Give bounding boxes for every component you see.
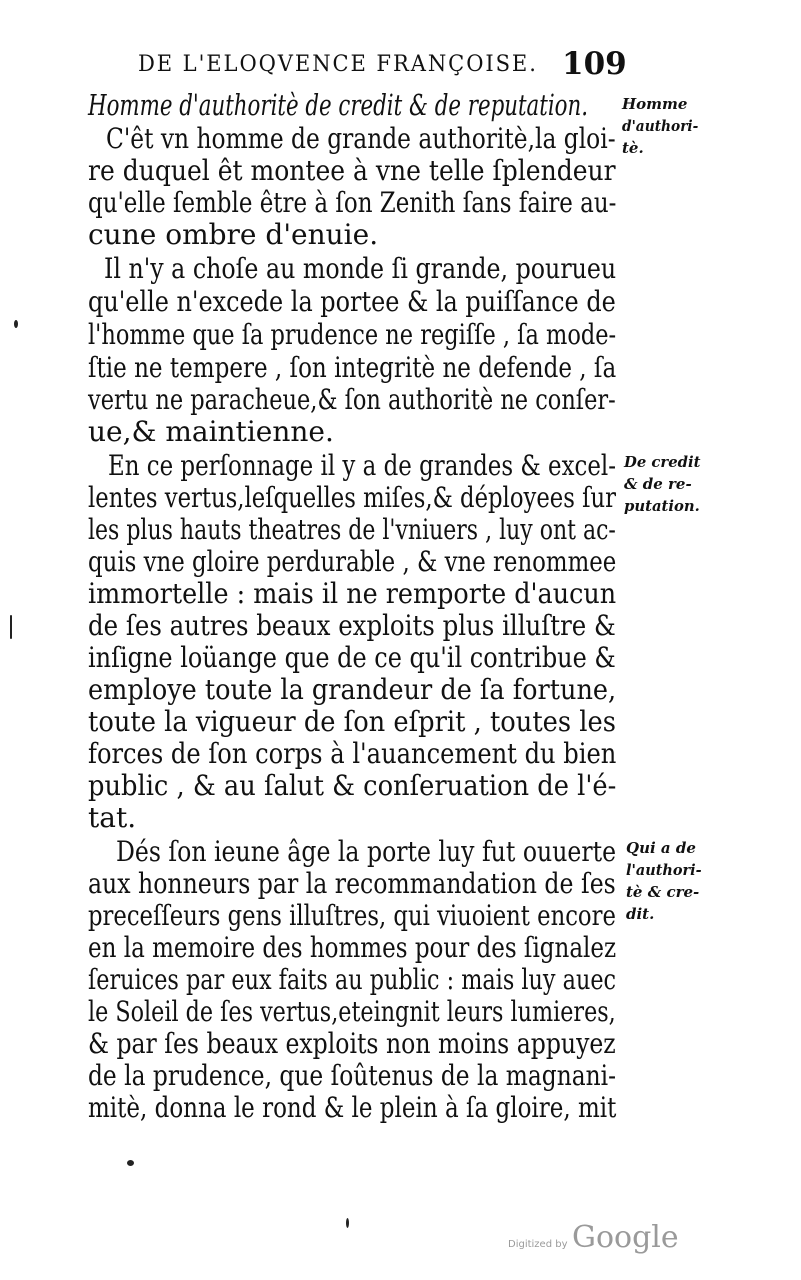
text-line: l'homme que ſa prudence ne regiſſe , ſa mode- — [88, 318, 617, 351]
margin-note-line: Qui a de — [626, 839, 696, 857]
text-line: immortelle : mais il ne remporte d'aucun — [88, 577, 617, 610]
text-line: quis vne gloire perdurable , & vne renommee — [88, 545, 617, 578]
text-line: & par ſes beaux exploits non moins appuyez — [88, 1027, 616, 1060]
margin-note-line: Homme — [622, 95, 688, 113]
running-head — [138, 46, 627, 88]
text-line: Il n'y a choſe au monde ſi grande, pourueu — [104, 252, 617, 285]
text-line: employe toute la grandeur de ſa fortune, — [88, 673, 617, 706]
text-line: toute la vigueur de ſon eſprit , toutes les — [88, 705, 616, 738]
margin-note-line: tè & cre- — [626, 883, 700, 901]
ink-speck — [10, 615, 12, 639]
running-head-title: DE L'ELOQVENCE FRANÇOISE. — [138, 52, 538, 77]
text-line: Dés ſon ieune âge la porte luy fut ouuerte — [116, 835, 617, 868]
text-line: le Soleil de ſes vertus,eteingnit leurs lumieres, — [88, 995, 616, 1028]
text-line: ſtie ne tempere , ſon integritè ne defende , ſa — [88, 351, 617, 384]
text-line: ſeruices par eux faits au public : mais luy auec — [88, 963, 617, 996]
margin-note-line: dit. — [626, 905, 655, 923]
text-line: les plus hauts theatres de l'vniuers , luy ont ac- — [88, 513, 616, 546]
margin-note-line: & de re- — [624, 475, 692, 493]
text-line: aux honneurs par la recommandation de ſes — [88, 867, 616, 900]
margin-note-line: tè. — [622, 139, 644, 157]
text-line: cune ombre d'enuie. — [88, 218, 379, 251]
margin-note-line: l'authori- — [626, 861, 702, 879]
text-line: forces de ſon corps à l'auancement du bien — [88, 737, 617, 770]
text-line: re duquel êt montee à vne telle ſplendeur — [88, 154, 616, 187]
digitized-watermark — [508, 1220, 679, 1255]
ink-speck — [346, 1218, 349, 1228]
margin-note-line: d'authori- — [622, 117, 699, 135]
page-number: 109 — [562, 46, 627, 82]
text-line: mitè, donna le rond & le plein à ſa gloire, mit — [88, 1091, 617, 1124]
text-line: de ſes autres beaux exploits plus illuſtre & — [88, 609, 616, 642]
google-logo: Google — [572, 1220, 679, 1255]
text-line: tat. — [88, 801, 137, 834]
text-line: lentes vertus,leſquelles miſes,& déployees ſur — [88, 481, 616, 514]
text-line: de la prudence, que ſoûtenus de la magnani- — [88, 1059, 616, 1092]
text-line: En ce perſonnage il y a de grandes & excel- — [108, 449, 616, 482]
text-line: public , & au ſalut & conſeruation de l'é- — [88, 769, 617, 802]
section-heading: Homme d'authoritè de credit & de reputation. — [88, 88, 589, 122]
margin-note-line: putation. — [624, 497, 700, 515]
text-line: ue,& maintienne. — [88, 415, 334, 448]
text-line: inſigne loüange que de ce qu'il contribue & — [88, 641, 616, 674]
ink-speck — [127, 1160, 134, 1166]
watermark-prefix: Digitized by — [508, 1239, 568, 1250]
text-line: preceſſeurs gens illuſtres, qui viuoient encore — [88, 899, 616, 932]
text-line: C'êt vn homme de grande authoritè,la gloi- — [106, 122, 616, 155]
text-line: qu'elle n'excede la portee & la puiſſance de — [88, 285, 616, 318]
text-line: qu'elle ſemble être à ſon Zenith ſans faire au- — [88, 186, 617, 219]
text-line: en la memoire des hommes pour des ſignalez — [88, 931, 617, 964]
text-line: vertu ne paracheue,& ſon authoritè ne conſer- — [88, 383, 616, 416]
margin-note-line: De credit — [624, 453, 701, 471]
ink-speck — [14, 320, 18, 328]
